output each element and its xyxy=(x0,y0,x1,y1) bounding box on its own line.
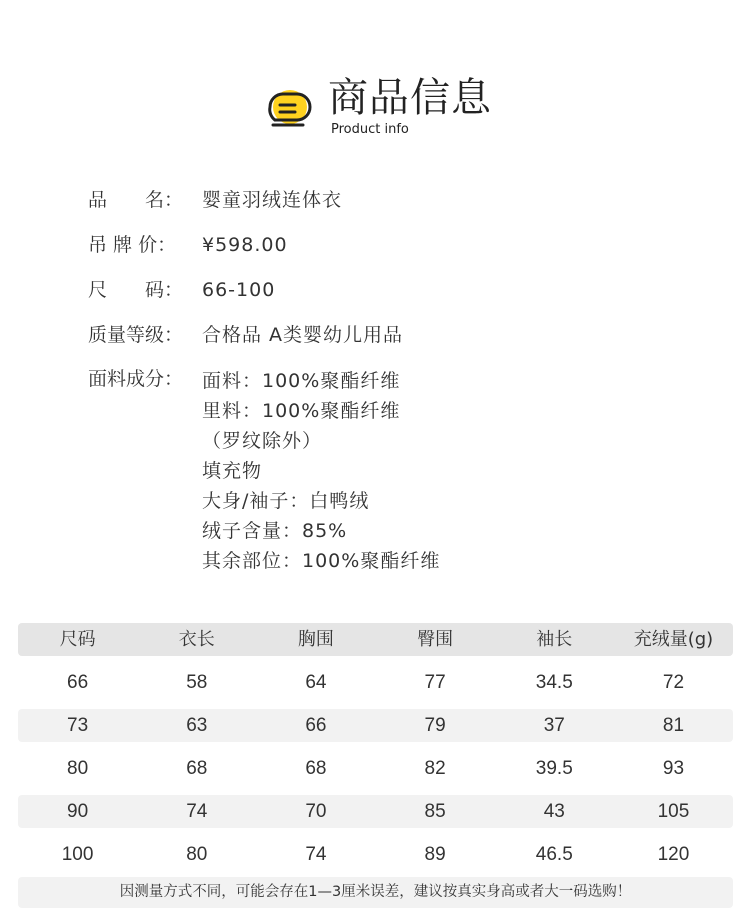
table-header-cell: 袖长 xyxy=(536,629,573,650)
table-cell: 66 xyxy=(305,715,327,736)
page-title: 商品信息 xyxy=(328,75,492,121)
table-cell: 66 xyxy=(67,672,89,693)
table-header-cell: 臀围 xyxy=(417,629,454,650)
name-label: 品 名： xyxy=(88,189,184,211)
price-value: ¥598.00 xyxy=(202,234,288,256)
table-cell: 74 xyxy=(186,801,208,822)
table-cell: 90 xyxy=(67,801,89,822)
info-row-size xyxy=(0,277,750,303)
composition-line: 里料：100%聚酯纤维 xyxy=(202,400,401,422)
table-cell: 37 xyxy=(543,715,565,736)
table-row xyxy=(18,666,733,699)
table-cell: 72 xyxy=(662,672,685,693)
table-header-cell: 尺码 xyxy=(59,629,96,650)
size-value: 66-100 xyxy=(202,279,276,301)
section-header xyxy=(0,72,750,142)
table-header-row xyxy=(18,623,733,656)
table-cell: 79 xyxy=(424,715,446,736)
page-subtitle: Product info xyxy=(331,122,409,137)
table-cell: 77 xyxy=(424,672,446,693)
info-row-grade xyxy=(0,322,750,348)
size-table xyxy=(18,623,733,881)
grade-label: 质量等级： xyxy=(88,324,184,346)
table-cell: 64 xyxy=(305,672,327,693)
composition-line: （罗纹除外） xyxy=(202,430,323,452)
table-cell: 46.5 xyxy=(535,844,573,865)
info-row-name xyxy=(0,187,750,213)
document-badge-icon xyxy=(263,85,313,135)
info-row-price xyxy=(0,232,750,258)
table-cell: 74 xyxy=(305,844,327,865)
composition-line: 大身/袖子：白鸭绒 xyxy=(202,490,370,512)
measurement-note: 因测量方式不同，可能会存在1—3厘米误差，建议按真实身高或者大一码选购！ xyxy=(18,877,733,908)
table-cell: 85 xyxy=(424,801,446,822)
table-cell: 105 xyxy=(657,801,690,822)
composition-line: 绒子含量：85% xyxy=(202,520,348,542)
composition-list xyxy=(202,366,440,576)
composition-label: 面料成分： xyxy=(88,368,184,390)
table-cell: 93 xyxy=(662,758,685,779)
composition-line: 其余部位：100%聚酯纤维 xyxy=(202,550,441,572)
table-cell: 63 xyxy=(186,715,208,736)
table-cell: 68 xyxy=(186,758,208,779)
name-value: 婴童羽绒连体衣 xyxy=(202,189,343,211)
composition-line: 面料：100%聚酯纤维 xyxy=(202,370,401,392)
table-row xyxy=(18,838,733,871)
table-cell: 80 xyxy=(67,758,89,779)
size-label: 尺 码： xyxy=(88,279,184,301)
table-cell: 89 xyxy=(424,844,446,865)
table-cell: 82 xyxy=(424,758,446,779)
table-header-cell: 充绒量(g) xyxy=(633,629,714,650)
table-cell: 80 xyxy=(186,844,208,865)
table-row xyxy=(18,752,733,785)
table-cell: 81 xyxy=(662,715,685,736)
price-label: 吊 牌 价： xyxy=(88,234,177,256)
composition-line: 填充物 xyxy=(202,460,263,482)
table-cell: 34.5 xyxy=(535,672,573,693)
table-row xyxy=(18,709,733,742)
table-cell: 70 xyxy=(305,801,327,822)
table-header-cell: 胸围 xyxy=(297,629,334,650)
table-header-cell: 衣长 xyxy=(178,629,215,650)
table-cell: 58 xyxy=(186,672,208,693)
table-cell: 43 xyxy=(543,801,565,822)
grade-value: 合格品 A类婴幼儿用品 xyxy=(202,324,404,346)
table-cell: 100 xyxy=(61,844,94,865)
table-cell: 39.5 xyxy=(535,758,573,779)
table-row xyxy=(18,795,733,828)
table-cell: 73 xyxy=(67,715,89,736)
table-cell: 120 xyxy=(657,844,690,865)
table-cell: 68 xyxy=(305,758,327,779)
